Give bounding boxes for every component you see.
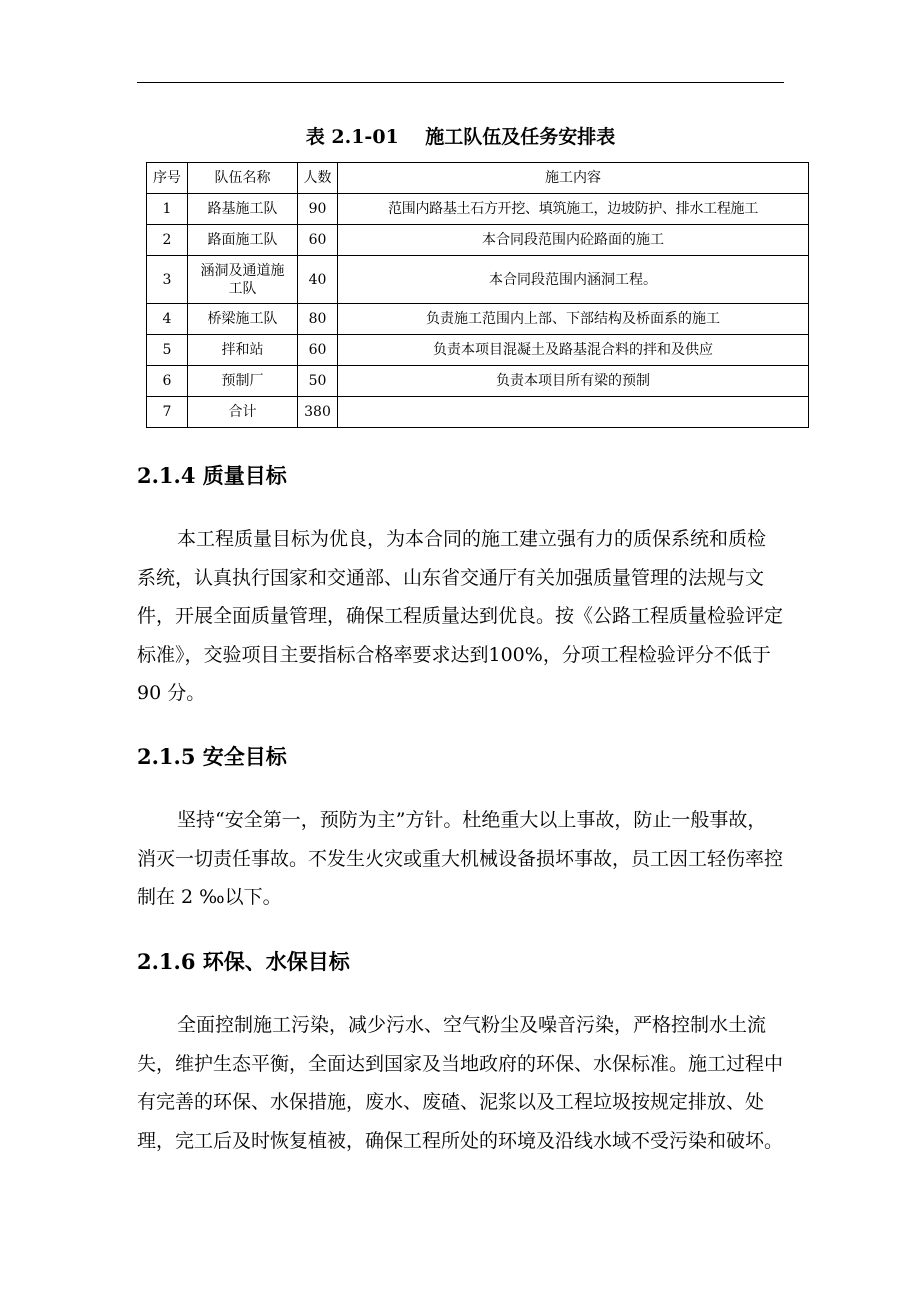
cell-count: 60 [298,225,338,256]
cell-content [338,397,809,428]
cell-no: 5 [147,335,188,366]
cell-team: 路面施工队 [188,225,298,256]
cell-team: 预制厂 [188,366,298,397]
cell-content: 本合同段范围内砼路面的施工 [338,225,809,256]
cell-count: 50 [298,366,338,397]
table-row [147,194,809,225]
cell-no: 7 [147,397,188,428]
cell-count: 380 [298,397,338,428]
cell-content: 负责本项目所有梁的预制 [338,366,809,397]
table-row [147,225,809,256]
section-body-environment: 全面控制施工污染，减少污水、空气粉尘及噪音污染，严格控制水土流失，维护生态平衡，全面达到国家及当地政府的环保、水保标准。施工过程中有完善的环保、水保措施，废水、废碴、泥浆以及工程垃圾按规定排放、处理，完工后及时恢复植被，确保工程所处的环境及沿线水域不受污染和破坏。 [137,1014,784,1152]
section-heading-safety: 2.1.5 安全目标 [137,744,287,769]
cell-content: 负责本项目混凝土及路基混合料的拌和及供应 [338,335,809,366]
section-heading-quality: 2.1.4 质量目标 [137,463,287,488]
table-row [147,335,809,366]
header-no: 序号 [147,163,188,194]
header-content: 施工内容 [338,163,809,194]
table-header-row [147,163,809,194]
section-body-safety: 坚持“安全第一，预防为主”方针。杜绝重大以上事故，防止一般事故，消灭一切责任事故。不发生火灾或重大机械设备损坏事故，员工因工轻伤率控制在 2 ‰以下。 [137,809,784,908]
cell-no: 4 [147,304,188,335]
cell-count: 60 [298,335,338,366]
cell-content: 负责施工范围内上部、下部结构及桥面系的施工 [338,304,809,335]
table-caption: 表 2.1-01 施工队伍及任务安排表 [305,126,616,148]
cell-team: 拌和站 [188,335,298,366]
cell-content: 范围内路基土石方开挖、填筑施工，边坡防护、排水工程施工 [338,194,809,225]
table-row [147,366,809,397]
task-table [146,162,809,428]
cell-count: 80 [298,304,338,335]
header-rule [137,82,784,83]
cell-no: 2 [147,225,188,256]
cell-team: 路基施工队 [188,194,298,225]
header-team: 队伍名称 [188,163,298,194]
cell-content: 本合同段范围内涵洞工程。 [338,256,809,304]
header-count: 人数 [298,163,338,194]
table-row [147,256,809,304]
cell-team: 涵洞及通道施工队 [188,256,298,304]
table-row [147,304,809,335]
section-body-quality: 本工程质量目标为优良，为本合同的施工建立强有力的质保系统和质检系统，认真执行国家和交通部、山东省交通厅有关加强质量管理的法规与文件，开展全面质量管理，确保工程质量达到优良。按《公路工程质量检验评定标准》，交验项目主要指标合格率要求达到100%，分项工程检验评分不低于 90 分。 [137,528,784,704]
cell-count: 40 [298,256,338,304]
cell-count: 90 [298,194,338,225]
cell-no: 3 [147,256,188,304]
cell-no: 6 [147,366,188,397]
table-row [147,397,809,428]
cell-team: 桥梁施工队 [188,304,298,335]
section-heading-environment: 2.1.6 环保、水保目标 [137,949,350,974]
cell-no: 1 [147,194,188,225]
cell-team: 合计 [188,397,298,428]
